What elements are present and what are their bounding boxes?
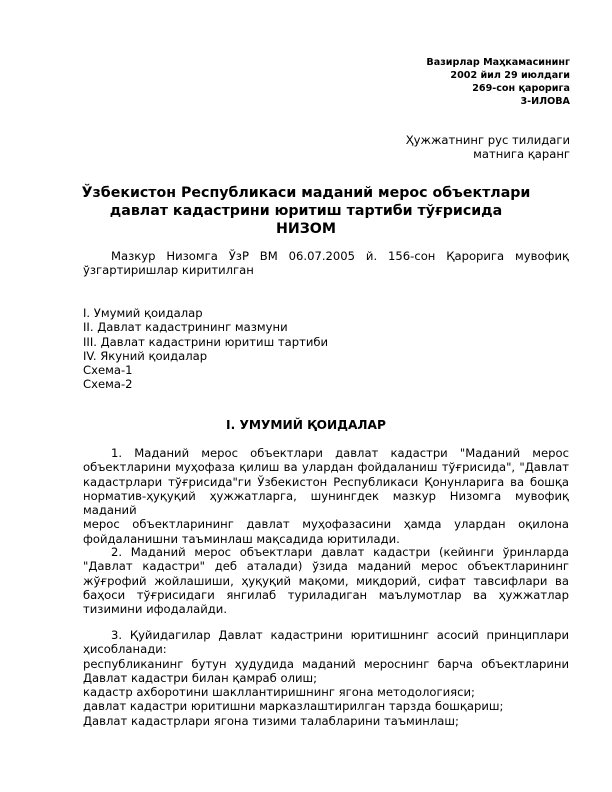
title-line: Ўзбекистон Республикаси маданий мерос объектлари — [81, 185, 531, 201]
toc-item: II. Давлат кадастрининг мазмуни — [83, 320, 288, 335]
table-of-contents — [83, 306, 569, 392]
amendment-note — [83, 249, 569, 278]
paragraph-line: давлат кадастри юритишни марказлаштирилган тарзда бошқариш; — [83, 699, 504, 714]
paragraph-line: 2. Маданий мерос объектлари давлат кадастри (кейинги ўринларда — [111, 545, 569, 559]
amendment-line: ўзгартиришлар киритилган — [83, 263, 254, 278]
reference-line: матнига қаранг — [473, 147, 570, 161]
document-title — [0, 184, 612, 238]
paragraph-line: кадастрлари тўғрисида"ги Ўзбекистон Республикаси Қонунларига ва бошқа — [83, 474, 569, 489]
paragraph-line: мерос объектларининг давлат муҳофазасини ҳамда улардан оқилона — [83, 517, 569, 532]
paragraph-line: 1. Маданий мерос объектлари давлат кадастри "Маданий мерос — [111, 446, 569, 460]
paragraph-line: ҳисобланади: — [83, 642, 167, 657]
toc-item: I. Умумий қоидалар — [83, 306, 203, 320]
section-heading: I. УМУМИЙ ҚОИДАЛАР — [226, 418, 386, 432]
paragraph-line: 3. Қуйидагилар Давлат кадастрини юритишнинг асосий принциплари — [111, 628, 569, 642]
toc-item: Схема-1 — [83, 363, 133, 378]
paragraph-line: баҳоси тўғрисидаги янгилаб туриладиган маълумотлар ва ҳужжатлар — [83, 587, 569, 602]
paragraph-line: "Давлат кадастри" деб аталади) ўзида маданий мерос объектларининг — [83, 559, 569, 574]
toc-item: Схема-2 — [83, 377, 133, 392]
paragraph-line: объектларини муҳофаза қилиш ва улардан фойдаланиш тўғрисида", "Давлат — [83, 460, 569, 475]
appendix-header-line: 2002 йил 29 июлдаги — [450, 70, 570, 81]
paragraph-line: республиканинг бутун ҳудудида маданий мероснинг барча объектларини — [83, 656, 569, 671]
paragraph-line: жўғрофий жойлашиши, ҳуқуқий мақоми, миқдорий, сифат тавсифлари ва — [83, 573, 569, 588]
appendix-header-line: 269-сон қарорига — [472, 83, 570, 94]
paragraph-1 — [83, 446, 569, 546]
paragraph-line: фойдаланишни таъминлаш мақсадида юритилади. — [83, 531, 400, 546]
paragraph-line: кадастр ахборотини шакллантиришнинг ягона методологияси; — [83, 685, 475, 700]
paragraph-2 — [83, 545, 569, 616]
paragraph-line: тизимини ифодалайди. — [83, 602, 228, 617]
title-line: НИЗОМ — [275, 221, 336, 237]
appendix-header-line: 3-ИЛОВА — [520, 96, 570, 107]
toc-item: IV. Якуний қоидалар — [83, 348, 208, 363]
reference-line: Ҳужжатнинг рус тилидаги — [405, 133, 570, 147]
toc-item: III. Давлат кадастрини юритиш тартиби — [83, 334, 329, 349]
paragraph-line: норматив-ҳуқуқий ҳужжатларга, шунингдек мазкур Низомга мувофиқ маданий — [83, 488, 569, 518]
russian-text-reference — [406, 133, 570, 161]
paragraph-line: Давлат кадастри билан қамраб олиш; — [83, 670, 318, 685]
appendix-header — [426, 56, 570, 108]
title-line: давлат кадастрини юритиш тартиби тўғрисида — [109, 203, 503, 219]
paragraph-line: Давлат кадастрлари ягона тизими талабларини таъминлаш; — [83, 713, 459, 728]
paragraph-3 — [83, 628, 569, 728]
amendment-line: Мазкур Низомга ЎзР ВМ 06.07.2005 й. 156-сон Қарорига мувофиқ — [111, 249, 569, 263]
appendix-header-line: Вазирлар Маҳкамасининг — [426, 57, 570, 68]
